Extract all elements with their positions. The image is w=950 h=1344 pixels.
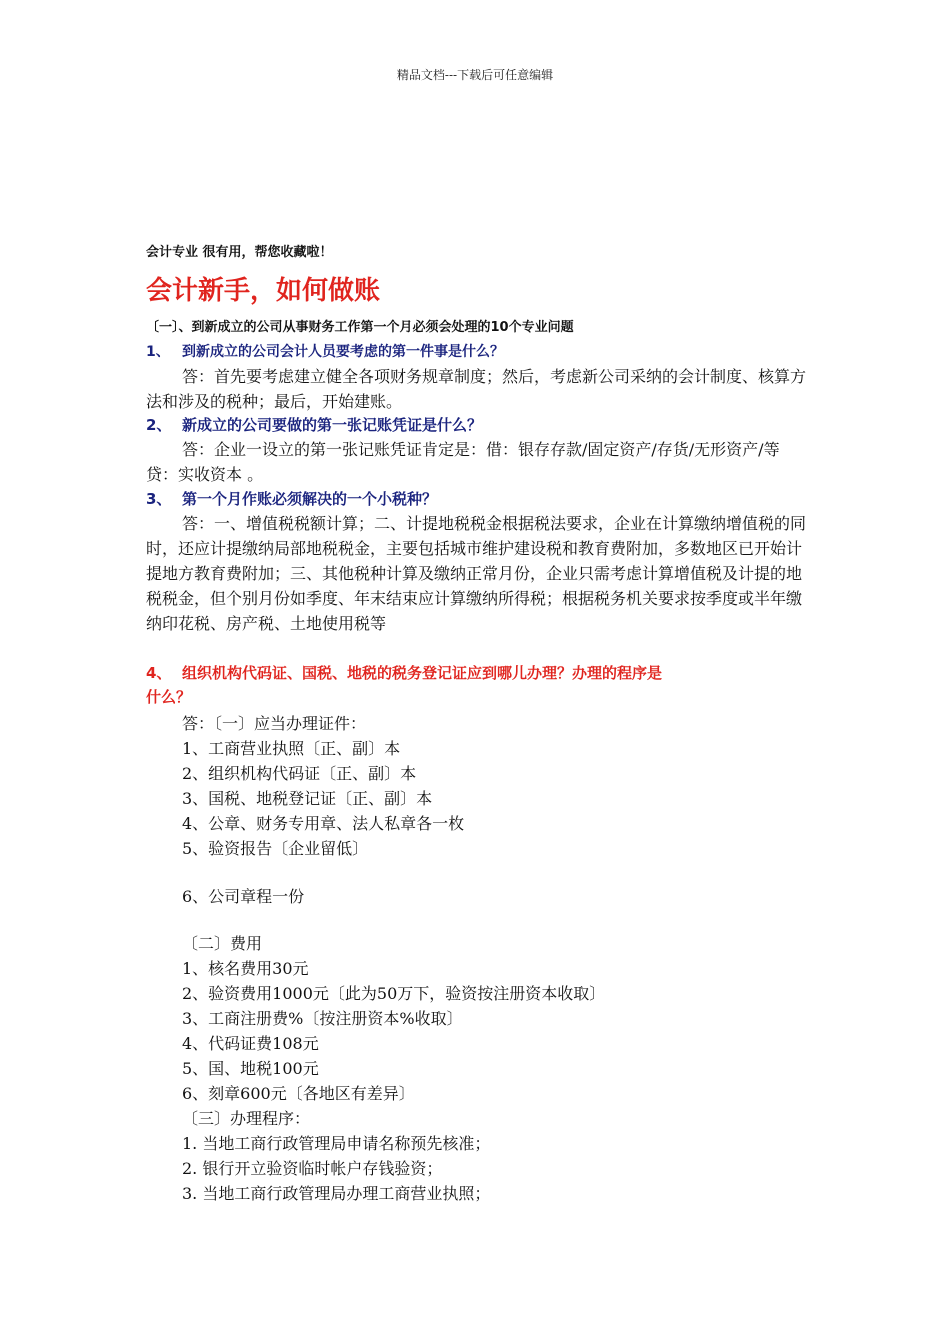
question-4: 4、 组织机构代码证、国税、地税的税务登记证应到哪儿办理？办理的程序是 (146, 664, 663, 682)
fee-item: 2、验资费用1000元〔此为50万下，验资按注册资本收取〕 (182, 984, 606, 1003)
doc-item: 1、工商营业执照〔正、副〕本 (182, 739, 401, 758)
answer-4-intro: 答：〔一〕应当办理证件： (182, 714, 367, 733)
tagline: 会计专业 很有用，帮您收藏啦！ (146, 245, 333, 260)
answer-1: 答：首先要考虑建立健全各项财务规章制度；然后，考虑新公司采纳的会计制度、核算方法和涉及的税种；最后，开始建账。 (146, 367, 807, 411)
answer-2: 答：企业一设立的第一张记账凭证肯定是：借：银存存款/固定资产/存货/无形资产/等 贷：实收资本 。 (146, 440, 780, 484)
procedure-item: 3. 当地工商行政管理局办理工商营业执照； (182, 1184, 491, 1203)
doc-item: 4、公章、财务专用章、法人私章各一枚 (182, 814, 465, 833)
fee-item: 6、刻章600元〔各地区有差异〕 (182, 1084, 415, 1103)
question-1: 1、 到新成立的公司会计人员要考虑的第一件事是什么？ (146, 344, 504, 360)
question-2: 2、 新成立的公司要做的第一张记账凭证是什么？ (146, 416, 483, 434)
procedure-item: 1. 当地工商行政管理局申请名称预先核准； (182, 1134, 491, 1153)
section-heading: 〔一〕、到新成立的公司从事财务工作第一个月必须会处理的10个专业问题 (146, 320, 574, 335)
doc-item: 5、验资报告〔企业留低〕 (182, 839, 369, 858)
procedure-heading: 〔三〕办理程序： (182, 1109, 311, 1128)
procedure-item: 2. 银行开立验资临时帐户存钱验资； (182, 1159, 443, 1178)
doc-item: 2、组织机构代码证〔正、副〕本 (182, 764, 417, 783)
fee-item: 5、国、地税100元 (182, 1059, 319, 1078)
question-3: 3、 第一个月作账必须解决的一个小税种？ (146, 490, 438, 508)
fees-heading: 〔二〕费用 (182, 934, 263, 953)
doc-item: 6、公司章程一份 (182, 887, 305, 906)
doc-item: 3、国税、地税登记证〔正、副〕本 (182, 789, 433, 808)
document-title: 会计新手，如何做账 (146, 276, 381, 306)
fee-item: 4、代码证费108元 (182, 1034, 319, 1053)
fee-item: 3、工商注册费%〔按注册资本%收取〕 (182, 1009, 463, 1028)
answer-3: 答：一、增值税税额计算；二、计提地税税金根据税法要求，企业在计算缴纳增值税的同时，还应计提缴纳局部地税税金，主要包括城市维护建设税和教育费附加，多数地区已开始计提地方教育费附加；三、其他税种计算及缴纳正常月份，企业只需考虑计算增值税及计提的地税税金，但个别月份如季度、年末结束应计算缴纳所得税；根据税务机关要求按季度或半年缴纳印花税、房产税、土地使用税等 (146, 514, 807, 633)
fee-item: 1、核名费用30元 (182, 959, 309, 978)
page-header: 精品文档---下载后可任意编辑 (396, 68, 554, 82)
question-4-cont: 什么？ (146, 688, 192, 706)
